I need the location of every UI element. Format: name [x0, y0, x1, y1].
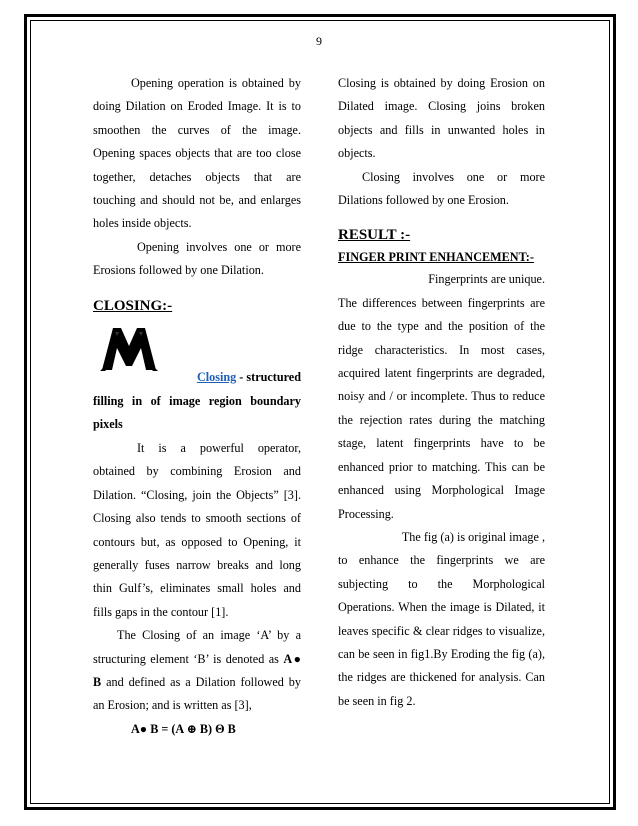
closing-definition-line	[93, 366, 301, 389]
closing-figure-row	[93, 324, 301, 390]
closing-definition-continued: filling in of image region boundary pixels	[93, 394, 301, 432]
closing-symbol: A● B	[93, 651, 301, 689]
closing-notation-b: and defined as a Dilation followed by an Erosion; and is written as [3],	[93, 674, 301, 713]
fingerprints-unique: Fingerprints are unique.	[428, 272, 545, 287]
page-number: 9	[316, 34, 322, 48]
fingerprint-operations: to enhance the fingerprints we are subjecting to the Morphological Operations. When the image is Dilated, it leaves specific & clear ridges to visualize, can be seen in fig1.By Eroding the fig (a), the ridges are thickened for analysis. Can be seen in fig 2.	[338, 553, 545, 708]
result-heading: RESULT :-	[338, 227, 411, 244]
opening-description: Opening operation is obtained by doing Dilation on Eroded Image. It is to smoothen the curves of the image. Opening spaces objects that are too close together, detaches objects that are touching and should not be, and enlarges holes inside objects.	[93, 76, 301, 231]
closing-heading: CLOSING:-	[93, 297, 173, 314]
closing-definition-rest: - structured	[236, 370, 301, 385]
fingerprint-differences: The differences between fingerprints are due to the type and the position of the ridge characteristics. In most cases, acquired latent fingerprints are degraded, noisy and / or incomplete. Thus to reduce the rejection rates during the matching stage, latent fingerprints have to be enhanced prior to matching. This can be enhanced using Morphological Image Processing.	[338, 295, 545, 521]
fingerprint-enhancement-heading: FINGER PRINT ENHANCEMENT:-	[338, 250, 534, 265]
closing-involves: Closing involves one or more Dilations followed by one Erosion.	[338, 169, 545, 208]
closing-notation-a: The Closing of an image ‘A’ by a structuring element ‘B’ is denoted as	[93, 628, 301, 666]
closing-formula: A● B = (A ⊕ B) Θ B	[131, 721, 236, 736]
closing-obtained: Closing is obtained by doing Erosion on Dilated image. Closing joins broken objects and fills in unwanted holes in objects.	[338, 76, 545, 161]
left-column	[93, 72, 301, 741]
closing-powerful-operator: It is a powerful operator, obtained by combining Erosion and Dilation. “Closing, join the Objects” [3]. Closing also tends to smooth sections of contours but, as opposed to Opening, it generally fuses narrow breaks and long thin Gulf’s, eliminates small holes and fills gaps in the contour [1].	[93, 440, 301, 619]
closing-notation-paragraph	[93, 624, 301, 718]
fig-a-original: The fig (a) is original image ,	[401, 529, 545, 544]
closed-m-shape-image	[99, 324, 159, 372]
opening-involves: Opening involves one or more Erosions followed by one Dilation.	[93, 239, 301, 278]
closing-link[interactable]: Closing	[196, 370, 237, 385]
right-column	[338, 72, 545, 713]
